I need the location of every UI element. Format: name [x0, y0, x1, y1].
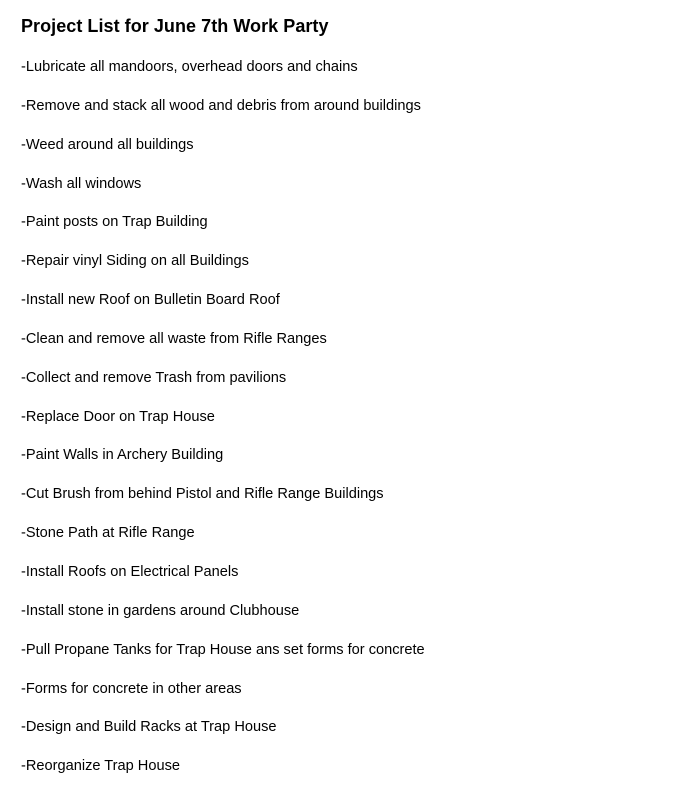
task-item: -Cut Brush from behind Pistol and Rifle Range Buildings	[21, 486, 384, 503]
task-item: -Clean and remove all waste from Rifle Ranges	[21, 330, 327, 347]
task-item: -Reorganize Trap House	[21, 758, 180, 775]
task-item: -Install new Roof on Bulletin Board Roof	[21, 292, 280, 309]
task-item: -Paint posts on Trap Building	[21, 214, 208, 231]
task-item: -Stone Path at Rifle Range	[21, 525, 195, 542]
task-item: -Repair vinyl Siding on all Buildings	[21, 253, 249, 270]
task-item: -Remove and stack all wood and debris from around buildings	[21, 97, 421, 114]
document-title: Project List for June 7th Work Party	[21, 16, 329, 36]
task-list	[21, 57, 425, 795]
task-item: -Collect and remove Trash from pavilions	[21, 369, 287, 386]
task-item: -Install stone in gardens around Clubhouse	[21, 602, 300, 619]
task-item: -Paint Walls in Archery Building	[21, 447, 224, 464]
task-item: -Install Roofs on Electrical Panels	[21, 563, 239, 580]
task-item: -Wash all windows	[21, 175, 142, 192]
task-item: -Lubricate all mandoors, overhead doors and chains	[21, 59, 358, 75]
task-item: -Weed around all buildings	[21, 136, 194, 153]
task-item: -Design and Build Racks at Trap House	[21, 719, 277, 736]
task-item: -Replace Door on Trap House	[21, 408, 215, 425]
task-item: -Forms for concrete in other areas	[21, 680, 242, 697]
task-item: -Pull Propane Tanks for Trap House ans set forms for concrete	[21, 641, 425, 658]
